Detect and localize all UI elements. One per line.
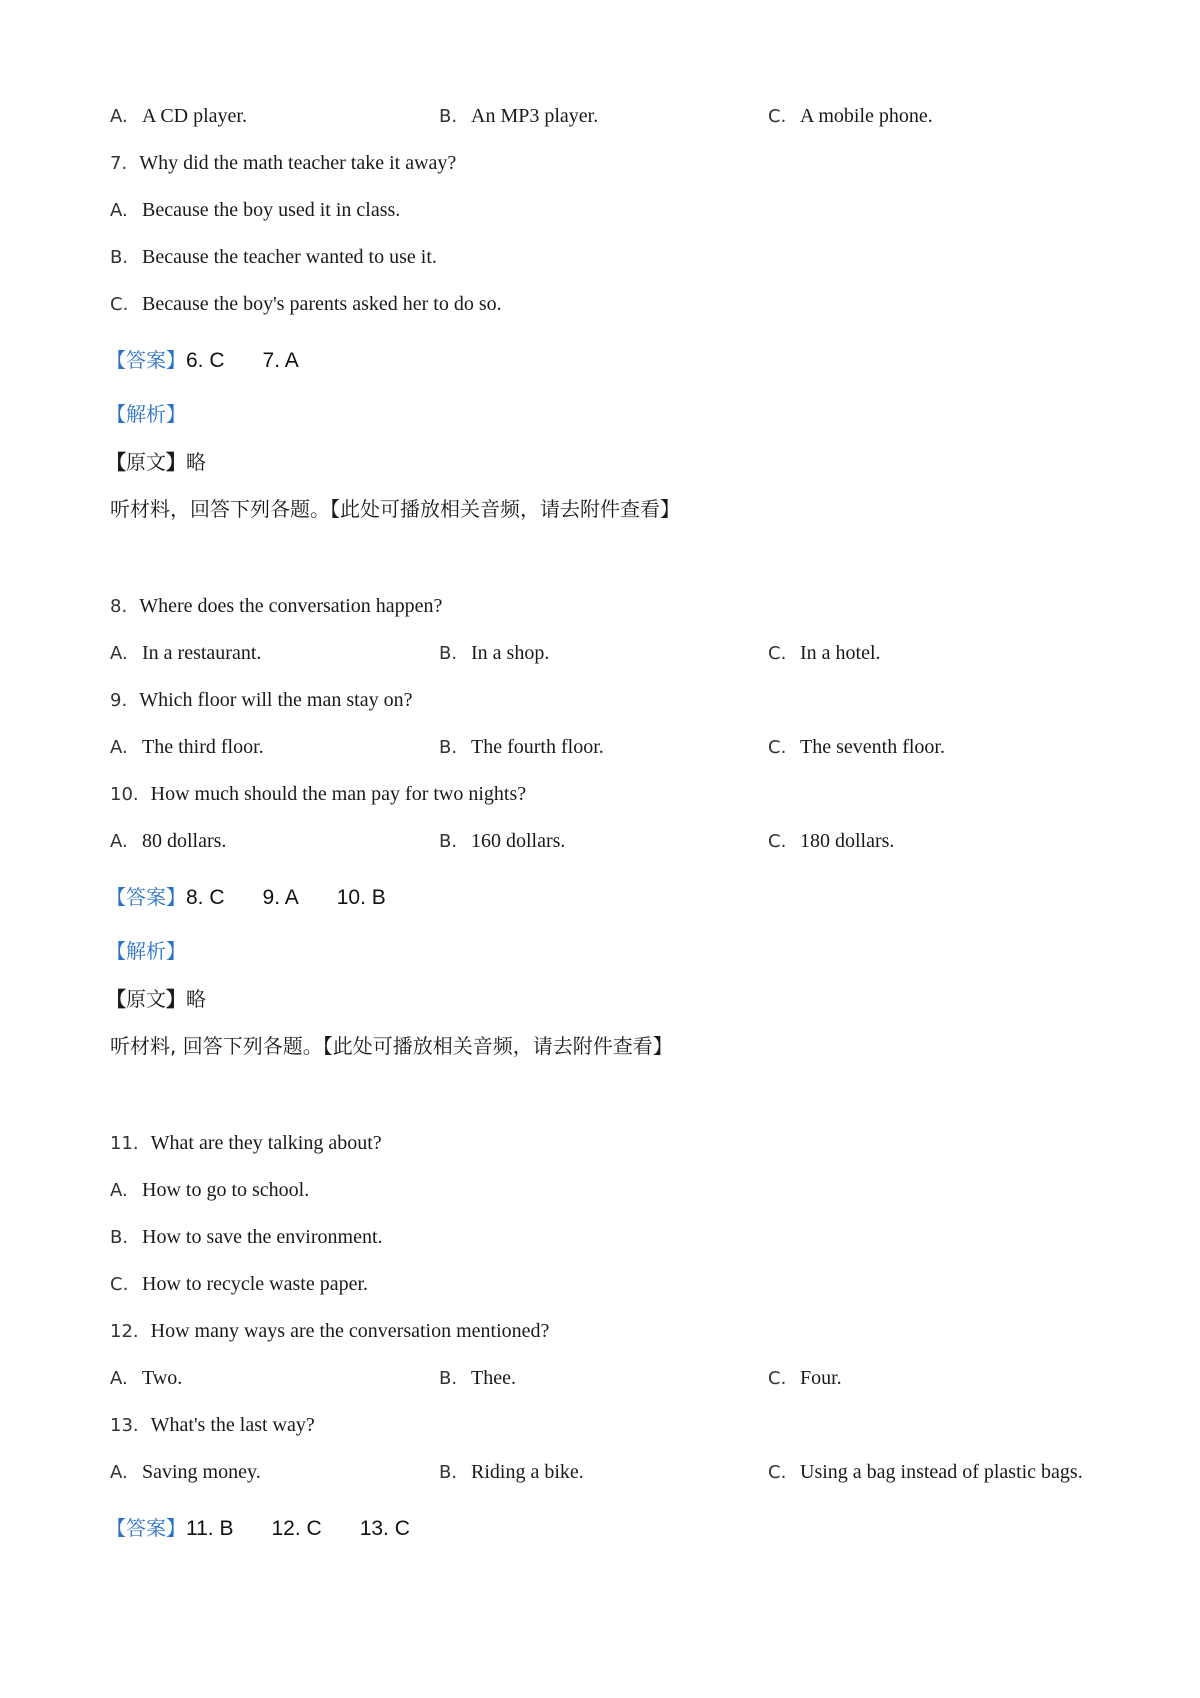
q12-option-b: B. Thee.: [439, 1367, 516, 1389]
q11-option-b: B. How to save the environment.: [110, 1226, 383, 1248]
q7-option-a: [110, 196, 400, 225]
option-text: Because the teacher wanted to use it.: [142, 246, 437, 268]
question-number: 11.: [110, 1133, 139, 1154]
q12-option-a: A. Two.: [110, 1367, 183, 1389]
question-13: [110, 1411, 315, 1440]
original-body: 略: [186, 450, 206, 474]
option-label: C.: [110, 294, 129, 315]
answer-line-1: [106, 346, 337, 375]
analysis-label-1: [106, 400, 186, 429]
option-label: A.: [110, 200, 128, 221]
question-12: [110, 1317, 549, 1346]
q9-option-b: B. The fourth floor.: [439, 736, 604, 758]
option-text: A mobile phone.: [800, 105, 933, 127]
instruction-2: 听材料, 回答下列各题。【此处可播放相关音频，请去附件查看】: [110, 1034, 673, 1058]
question-text: What are they talking about?: [150, 1132, 382, 1154]
answer-item: 11. B: [186, 1517, 234, 1540]
question-number: 12.: [110, 1321, 139, 1342]
option-text: Because the boy used it in class.: [142, 199, 401, 221]
option-text: Because the boy's parents asked her to do so.: [142, 293, 502, 315]
question-text: How much should the man pay for two nights?: [150, 783, 527, 805]
answer-label: 【答案】: [106, 348, 186, 372]
instruction-1: 听材料，回答下列各题。【此处可播放相关音频，请去附件查看】: [110, 497, 680, 521]
q6-option-b: [439, 102, 598, 131]
q13-option-b: B. Riding a bike.: [439, 1461, 584, 1483]
answer-item: 8. C: [186, 886, 225, 909]
question-number: 8.: [110, 596, 128, 617]
question-number: 7.: [110, 153, 128, 174]
answer-label: 【答案】: [106, 885, 186, 909]
q10-option-c: C. 180 dollars.: [768, 830, 895, 852]
question-text: Why did the math teacher take it away?: [139, 152, 457, 174]
q11-option-c: C. How to recycle waste paper.: [110, 1273, 369, 1295]
answer-item: 6. C: [186, 349, 225, 372]
q13-option-c: C. Using a bag instead of plastic bags.: [768, 1461, 1083, 1483]
original-text-2: 【原文】略: [106, 987, 206, 1011]
question-text: What's the last way?: [150, 1414, 315, 1436]
question-9: [110, 686, 412, 715]
question-8: [110, 592, 442, 621]
option-text: A CD player.: [142, 105, 247, 127]
original-body: 略: [186, 987, 206, 1011]
option-label: C.: [768, 106, 787, 127]
q7-option-c: [110, 290, 502, 319]
question-number: 9.: [110, 690, 128, 711]
original-label: 原文: [126, 987, 166, 1011]
question-number: 13.: [110, 1415, 139, 1436]
q12-option-c: C. Four.: [768, 1367, 842, 1389]
q6-option-a: [110, 102, 247, 131]
answer-line-2: [106, 883, 424, 912]
option-label: B.: [110, 247, 129, 268]
question-7: [110, 149, 456, 178]
question-text: How many ways are the conversation mentioned?: [150, 1320, 550, 1342]
analysis-label: 【解析】: [106, 402, 186, 426]
answer-line-3: [106, 1514, 448, 1543]
q9-option-a: A. The third floor.: [110, 736, 264, 758]
question-number: 10.: [110, 784, 139, 805]
q8-option-c: C. In a hotel.: [768, 642, 881, 664]
option-text: An MP3 player.: [471, 105, 599, 127]
question-text: Which floor will the man stay on?: [139, 689, 413, 711]
question-10: [110, 780, 526, 809]
q8-option-b: B. In a shop.: [439, 642, 550, 664]
q8-option-a: A. In a restaurant.: [110, 642, 262, 664]
question-11: [110, 1129, 382, 1158]
q7-option-b: [110, 243, 437, 272]
q10-option-b: B. 160 dollars.: [439, 830, 566, 852]
answer-item: 12. C: [271, 1517, 322, 1540]
option-label: B.: [439, 106, 458, 127]
answer-item: 10. B: [336, 886, 386, 909]
answer-label: 【答案】: [106, 1516, 186, 1540]
q10-option-a: A. 80 dollars.: [110, 830, 227, 852]
option-label: A.: [110, 106, 128, 127]
analysis-label: 【解析】: [106, 939, 186, 963]
answer-item: 9. A: [262, 886, 299, 909]
original-label: 原文: [126, 450, 166, 474]
original-text-1: 【原文】略: [106, 450, 206, 474]
q13-option-a: A. Saving money.: [110, 1461, 261, 1483]
q11-option-a: A. How to go to school.: [110, 1179, 310, 1201]
answer-item: 13. C: [359, 1517, 410, 1540]
answer-item: 7. A: [262, 349, 299, 372]
q9-option-c: C. The seventh floor.: [768, 736, 945, 758]
question-text: Where does the conversation happen?: [139, 595, 443, 617]
q6-option-c: [768, 102, 933, 131]
analysis-label-2: [106, 937, 186, 966]
